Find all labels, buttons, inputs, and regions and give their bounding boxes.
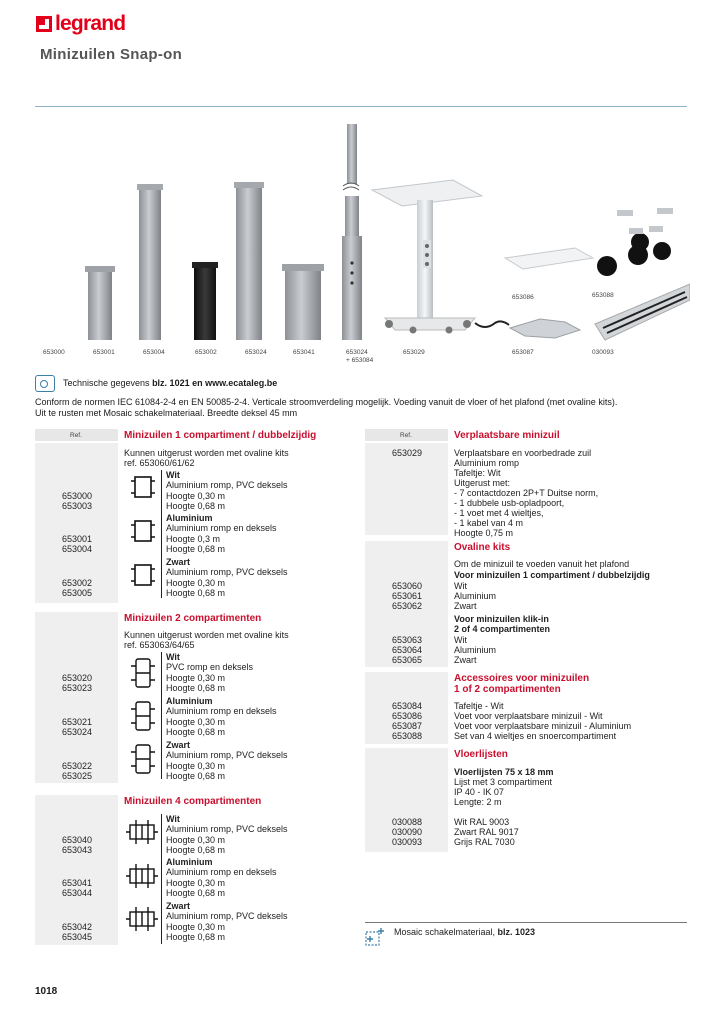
- profile-2-compartimenten-icon: [127, 699, 159, 733]
- caption-653088: 653088: [592, 292, 614, 299]
- caption-653000: 653000: [43, 349, 65, 356]
- intro-text: Conform de normen IEC 61084-2-4 en EN 50085-2-4. Verticale stroomverdeling mogelijk. Voeding vanuit de vloer of het plafond (met ovaline kits). Uit te rusten met Mosaic schakelmateriaal. Breedte deksel 45 mm: [35, 397, 618, 418]
- caption-653024: 653024: [245, 349, 267, 356]
- technical-data-link[interactable]: Technische gegevens blz. 1021 en www.ecataleg.be: [63, 378, 278, 388]
- mosaic-divider: [365, 922, 687, 923]
- ref-header: Ref.: [400, 432, 412, 439]
- caption-653087: 653087: [512, 349, 534, 356]
- caption-653001: 653001: [93, 349, 115, 356]
- profile-4-compartimenten-icon: [124, 904, 160, 934]
- section-title-vloerlijsten: Vloerlijsten: [454, 749, 508, 760]
- section-title-4-compartimenten: Minizuilen 4 compartimenten: [124, 796, 262, 807]
- section-title-1-compartiment: Minizuilen 1 compartiment / dubbelzijdig: [124, 430, 317, 441]
- caption-653086: 653086: [512, 294, 534, 301]
- caption-653004: 653004: [143, 349, 165, 356]
- caption-030093: 030093: [592, 349, 614, 356]
- profile-1-compartiment-icon: [128, 560, 158, 590]
- section-title-verplaatsbare-minizuil: Verplaatsbare minizuil: [454, 430, 560, 441]
- section-title-accessoires: Accessoires voor minizuilen: [454, 673, 590, 684]
- mosaic-icon: [365, 926, 387, 946]
- divider: [161, 652, 162, 779]
- mosaic-link[interactable]: Mosaic schakelmateriaal, blz. 1023: [394, 927, 536, 937]
- title-divider: [35, 106, 687, 107]
- brand-logo: [36, 11, 126, 35]
- legrand-logo-icon: [36, 16, 52, 32]
- caption-653041: 653041: [293, 349, 315, 356]
- product-photo: [35, 118, 690, 350]
- profile-2-compartimenten-icon: [127, 656, 159, 690]
- ref-column-bg: [35, 612, 118, 783]
- profile-4-compartimenten-icon: [124, 861, 160, 891]
- section-title-2-compartimenten: Minizuilen 2 compartimenten: [124, 613, 262, 624]
- profile-1-compartiment-icon: [128, 516, 158, 546]
- divider: [161, 470, 162, 598]
- page-title: Minizuilen Snap-on: [40, 46, 183, 63]
- caption-653024-653084: 653024 + 653084: [346, 349, 374, 364]
- page-number: 1018: [35, 986, 58, 997]
- caption-653002: 653002: [195, 349, 217, 356]
- profile-1-compartiment-icon: [128, 472, 158, 502]
- technical-data-icon: [35, 375, 55, 392]
- ref-header: Ref.: [70, 432, 82, 439]
- brand-name: legrand: [55, 11, 126, 35]
- section-title-ovaline-kits: Ovaline kits: [454, 542, 511, 553]
- profile-4-compartimenten-icon: [124, 817, 160, 847]
- divider: [161, 814, 162, 944]
- profile-2-compartimenten-icon: [127, 742, 159, 776]
- caption-653029: 653029: [403, 349, 425, 356]
